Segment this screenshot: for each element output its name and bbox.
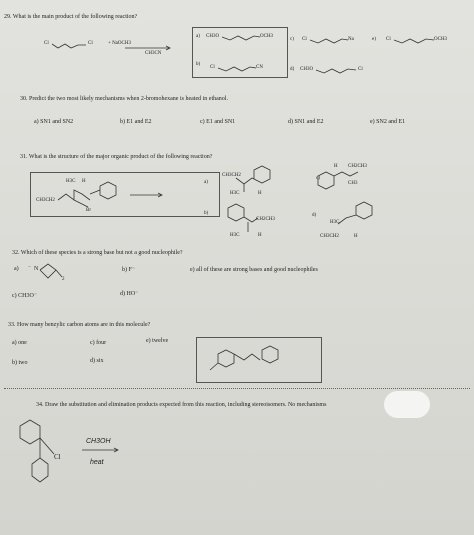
- q31-option-c-label: c): [316, 176, 320, 181]
- q31-option-c-ethyl: CH2CH3: [348, 164, 367, 169]
- q31-option-b-alkene: [244, 217, 258, 222]
- q31-start-h: H: [82, 179, 86, 184]
- q34-question: 34. Draw the substitution and elimination products expected from this reaction, including stereoisomers. No mechanisms: [36, 402, 327, 408]
- q30-option-e[interactable]: e) SN2 and E1: [370, 119, 406, 125]
- q33-methyl: [210, 363, 218, 370]
- q30-question: 30. Predict the two most likely mechanisms when 2-bromohexane is heated in ethanol.: [20, 96, 228, 102]
- q31-option-c-methyl: CH3: [348, 181, 358, 186]
- q31-option-b-label: b): [204, 211, 209, 216]
- q32-option-a-charge: −: [28, 265, 31, 270]
- q31-option-b-ring: [228, 204, 244, 221]
- q33-linker: [234, 354, 260, 360]
- q32-option-e[interactable]: e) all of these are strong bases and good nucleophiles: [190, 267, 318, 273]
- q31-start-skeleton: [58, 190, 90, 200]
- q31-option-d-methyl: H3C: [330, 220, 340, 225]
- q34-reagent: CH3OH: [86, 438, 111, 445]
- q33-option-e[interactable]: e) twelve: [146, 338, 169, 344]
- q29-option-b-chain: [218, 67, 256, 71]
- q29-option-e-label: e): [372, 37, 376, 42]
- q29-option-d-chain: [316, 69, 356, 73]
- q31-option-c-h: H: [334, 164, 338, 169]
- q29-solvent: CH3CN: [145, 51, 162, 56]
- q29-option-e-end: OCH3: [434, 37, 448, 42]
- q29-reactant-chain: [52, 44, 86, 48]
- q29-option-b-end: CN: [256, 65, 263, 70]
- q31-option-d-ring: [356, 202, 372, 219]
- q32-option-a-sub: 2: [62, 277, 65, 282]
- q31-option-d-ethyl: CH3CH2: [320, 234, 339, 239]
- q33-option-b[interactable]: b) two: [12, 360, 28, 366]
- q29-option-e-group: Cl: [386, 37, 391, 42]
- q29-option-a-end: OCH3: [260, 34, 274, 39]
- q31-option-c-ring: [318, 172, 334, 189]
- q29-option-c-end: Na: [348, 37, 354, 42]
- q29-option-d-end: Cl: [358, 67, 363, 72]
- q29-option-b-group: Cl: [210, 65, 215, 70]
- q32-option-d[interactable]: d) HO⁻: [120, 291, 139, 297]
- q31-start-h3c: H3C: [66, 179, 76, 184]
- q32-option-a-label[interactable]: a): [14, 266, 19, 272]
- q29-option-c-chain: [310, 39, 348, 43]
- q29-option-a-label: a): [196, 34, 200, 39]
- q29-option-d-group: CH3O: [300, 67, 314, 72]
- q29-option-c-group: Cl: [302, 37, 307, 42]
- q29-reagent: + NaOCH3: [108, 41, 131, 46]
- q31-option-c-chain: [334, 172, 358, 176]
- q29-reactant-end-label: Cl: [88, 41, 93, 46]
- q31-option-a-alkene: [236, 178, 254, 184]
- q34-cyclohexane-ring: [20, 420, 40, 444]
- q31-option-a-methyl: H3C: [230, 191, 240, 196]
- q32-isopropyl-groups: [40, 264, 56, 278]
- q30-option-b[interactable]: b) E1 and E2: [120, 119, 152, 125]
- q29-option-d-label: d): [290, 67, 295, 72]
- q31-option-a-h: H: [258, 191, 262, 196]
- q33-question: 33. How many benzylic carbon atoms are in this molecule?: [8, 322, 151, 328]
- q33-option-d[interactable]: d) six: [90, 358, 104, 364]
- q31-option-b-ethyl: CH2CH3: [256, 217, 275, 222]
- q31-option-a-label: a): [204, 180, 208, 185]
- q31-option-b-methyl: H3C: [230, 233, 240, 238]
- q34-condition: heat: [90, 459, 104, 466]
- q31-option-d-alkene: [338, 215, 356, 224]
- q31-option-b-h: H: [258, 233, 262, 238]
- q32-option-a-atom: N: [34, 266, 39, 272]
- q31-question: 31. What is the structure of the major organic product of the following reaction?: [20, 154, 213, 160]
- q32-question: 32. Which of these species is a strong base but not a good nucleophile?: [12, 250, 183, 256]
- q33-option-c[interactable]: c) four: [90, 340, 107, 346]
- q33-ring-right: [262, 346, 278, 363]
- q32-option-b[interactable]: b) F⁻: [122, 267, 136, 273]
- q29-reactant-label: Cl: [44, 41, 49, 46]
- q33-ring-left: [218, 350, 234, 367]
- q33-option-a[interactable]: a) one: [12, 340, 27, 346]
- q31-start-br: Br: [86, 208, 91, 213]
- q31-option-a-ethyl: CH3CH2: [222, 173, 241, 178]
- q30-option-c[interactable]: c) E1 and SN1: [200, 119, 236, 125]
- q31-option-a-ring: [254, 166, 270, 183]
- q34-cl-bond: [40, 438, 54, 454]
- q31-start-br-bond: [74, 200, 88, 207]
- q31-start-ethyl: CH3CH2: [36, 198, 55, 203]
- q31-start-link: [90, 190, 100, 194]
- q32-isopropyl-bond: [56, 270, 62, 277]
- q31-start-ring: [100, 182, 116, 199]
- q29-question: 29. What is the main product of the following reaction?: [4, 14, 138, 20]
- q30-option-d[interactable]: d) SN1 and E2: [288, 119, 324, 125]
- q31-option-d-label: d): [312, 213, 317, 218]
- q31-option-d-h: H: [354, 234, 358, 239]
- q29-option-a-chain: [222, 36, 260, 40]
- q29-option-c-label: c): [290, 37, 294, 42]
- q32-option-c[interactable]: c) CH3O⁻: [12, 293, 37, 299]
- q29-option-e-chain: [394, 39, 434, 43]
- q34-leaving-group: Cl: [54, 453, 61, 461]
- q29-option-b-label: b): [196, 62, 201, 67]
- q29-option-a-group: CH3O: [206, 34, 220, 39]
- q30-option-a[interactable]: a) SN1 and SN2: [34, 119, 74, 125]
- q34-phenyl-ring: [32, 458, 48, 482]
